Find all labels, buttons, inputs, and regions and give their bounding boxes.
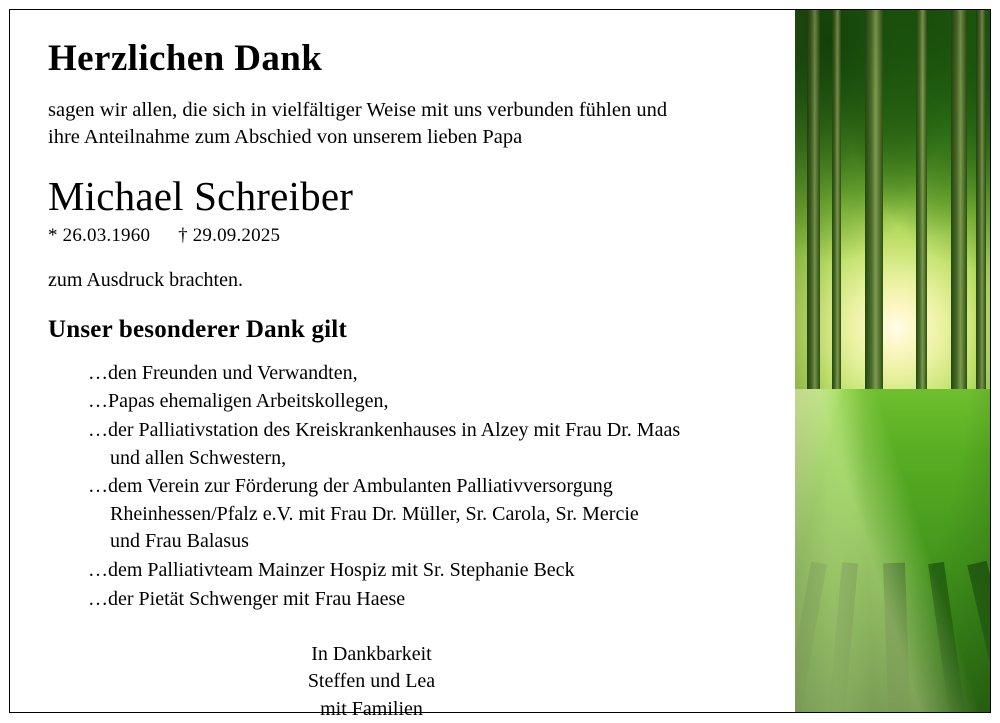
thanks-line: …dem Verein zur Förderung der Ambulanten Palliativversorgung (88, 475, 613, 498)
notice-text-column (10, 10, 795, 720)
photo-vignette (795, 10, 990, 712)
signature-line-2: Steffen und Lea (307, 670, 436, 693)
thanks-line: …dem Palliativteam Mainzer Hospiz mit Sr. Stephanie Beck (88, 559, 575, 582)
list-item (88, 388, 769, 416)
list-item (88, 473, 769, 556)
death-date: 29.09.2025 (192, 224, 281, 246)
closing-line: zum Ausdruck brachten. (48, 268, 243, 291)
thanks-line-cont: Rheinhessen/Pfalz e.V. mit Frau Dr. Müller, Sr. Carola, Sr. Mercie (110, 502, 639, 525)
list-item (88, 557, 769, 585)
memorial-photo (795, 10, 990, 712)
birth-date: 26.03.1960 (62, 224, 151, 246)
list-item (88, 417, 769, 472)
thanks-list (48, 360, 769, 613)
death-symbol: † (178, 224, 188, 246)
thanks-line-cont: und allen Schwestern, (110, 446, 287, 469)
life-dates (48, 225, 769, 247)
page-title: Herzlichen Dank (48, 38, 323, 79)
deceased-name: Michael Schreiber (48, 172, 354, 219)
birth-symbol: * (48, 224, 58, 246)
intro-paragraph (48, 97, 769, 152)
list-item (88, 360, 769, 388)
intro-line-2: ihre Anteilnahme zum Abschied von unserem lieben Papa (48, 126, 523, 149)
thanks-line: …Papas ehemaligen Arbeitskollegen, (88, 390, 389, 413)
thanks-line: …den Freunden und Verwandten, (88, 361, 358, 384)
thanks-line-cont-2: und Frau Balasus (110, 530, 249, 553)
intro-line-1: sagen wir allen, die sich in vielfältiger Weise mit uns verbunden fühlen und (48, 98, 668, 121)
list-item (88, 586, 769, 614)
thanks-heading: Unser besonderer Dank gilt (48, 315, 347, 343)
thanks-line: …der Palliativstation des Kreiskrankenhauses in Alzey mit Frau Dr. Maas (88, 419, 681, 442)
signature-line-1: In Dankbarkeit (311, 643, 432, 666)
notice-frame (9, 9, 991, 720)
signature-line-3: mit Familien (320, 697, 423, 720)
signature-block (44, 641, 769, 723)
thanks-line: …der Pietät Schwenger mit Frau Haese (88, 587, 406, 610)
